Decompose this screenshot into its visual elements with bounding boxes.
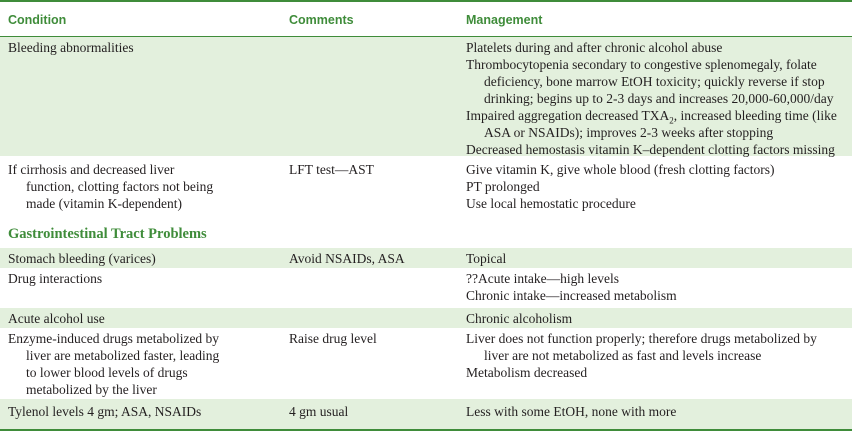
comments-cell: [289, 330, 449, 347]
condition-line: If cirrhosis and decreased liver: [8, 162, 175, 177]
management-cell: [466, 330, 848, 381]
table-row-bleeding: [0, 37, 852, 156]
condition-cell: [8, 161, 228, 212]
table-row-cirrhosis: [0, 156, 852, 222]
management-line: Metabolism decreased: [466, 365, 588, 380]
header-comments: Comments: [289, 13, 354, 27]
comments-line: Raise drug level: [289, 331, 377, 346]
condition-cell: [8, 270, 228, 287]
management-cell: [466, 270, 848, 304]
condition-line: to lower blood levels of drugs: [26, 365, 188, 380]
condition-line: liver are metabolized faster, leading: [26, 348, 220, 363]
management-line: ASA or NSAIDs); improves 2-3 weeks after stopping: [484, 125, 774, 140]
comments-cell: [289, 161, 449, 178]
comments-line: Avoid NSAIDs, ASA: [289, 251, 405, 266]
condition-line: metabolized by the liver: [26, 382, 157, 397]
section-row: [0, 222, 852, 248]
management-line: Give vitamin K, give whole blood (fresh clotting factors): [466, 162, 775, 177]
management-cell: [466, 310, 848, 327]
table-row-drug-interactions: [0, 268, 852, 308]
management-text: , increased bleeding time (like: [673, 108, 837, 123]
section-title: Gastrointestinal Tract Problems: [8, 226, 207, 242]
table-row-tylenol: [0, 399, 852, 429]
condition-line: Acute alcohol use: [8, 311, 105, 326]
condition-cell: [8, 403, 228, 420]
management-subscript: 2: [669, 115, 674, 126]
management-text: Impaired aggregation decreased TXA: [466, 108, 670, 123]
condition-line: Enzyme-induced drugs metabolized by: [8, 331, 220, 346]
management-line: Chronic intake—increased metabolism: [466, 288, 677, 303]
management-line: Less with some EtOH, none with more: [466, 404, 677, 419]
management-cell: [466, 39, 848, 158]
management-cell: [466, 250, 848, 267]
management-line: Platelets during and after chronic alcohol abuse: [466, 40, 723, 55]
condition-cell: [8, 330, 228, 398]
comments-cell: [289, 403, 449, 420]
management-line: [466, 107, 848, 124]
management-line: drinking; begins up to 2-3 days and increases 20,000-60,000/day: [484, 91, 834, 106]
management-cell: [466, 161, 848, 212]
condition-cell: [8, 39, 228, 56]
management-cell: [466, 403, 848, 420]
condition-line: function, clotting factors not being: [26, 179, 214, 194]
condition-cell: [8, 310, 228, 327]
management-line: PT prolonged: [466, 179, 540, 194]
table-row-enzyme-induced: [0, 328, 852, 399]
condition-line: Bleeding abnormalities: [8, 40, 134, 55]
condition-line: made (vitamin K-dependent): [26, 196, 182, 211]
management-line: Topical: [466, 251, 507, 266]
management-line: Thrombocytopenia secondary to congestive splenomegaly, folate: [466, 57, 817, 72]
management-line: Use local hemostatic procedure: [466, 196, 636, 211]
management-line: Decreased hemostasis vitamin K–dependent clotting factors missing: [466, 142, 835, 157]
comments-line: LFT test—AST: [289, 162, 374, 177]
header-condition: Condition: [8, 13, 67, 27]
condition-line: Stomach bleeding (varices): [8, 251, 156, 266]
condition-cell: [8, 250, 228, 267]
table-row-stomach-bleeding: [0, 248, 852, 268]
management-line: liver are not metabolized as fast and levels increase: [484, 348, 762, 363]
table-header-row: [0, 2, 852, 36]
header-management: Management: [466, 13, 543, 27]
management-line: deficiency, bone marrow EtOH toxicity; quickly reverse if stop: [484, 74, 825, 89]
condition-line: Tylenol levels 4 gm; ASA, NSAIDs: [8, 404, 202, 419]
table-row-acute-alcohol: [0, 308, 852, 328]
condition-line: Drug interactions: [8, 271, 103, 286]
comments-cell: [289, 250, 449, 267]
management-line: Chronic alcoholism: [466, 311, 573, 326]
management-line: ??Acute intake—high levels: [466, 271, 619, 286]
comments-line: 4 gm usual: [289, 404, 349, 419]
management-line: Liver does not function properly; therefore drugs metabolized by: [466, 331, 817, 346]
